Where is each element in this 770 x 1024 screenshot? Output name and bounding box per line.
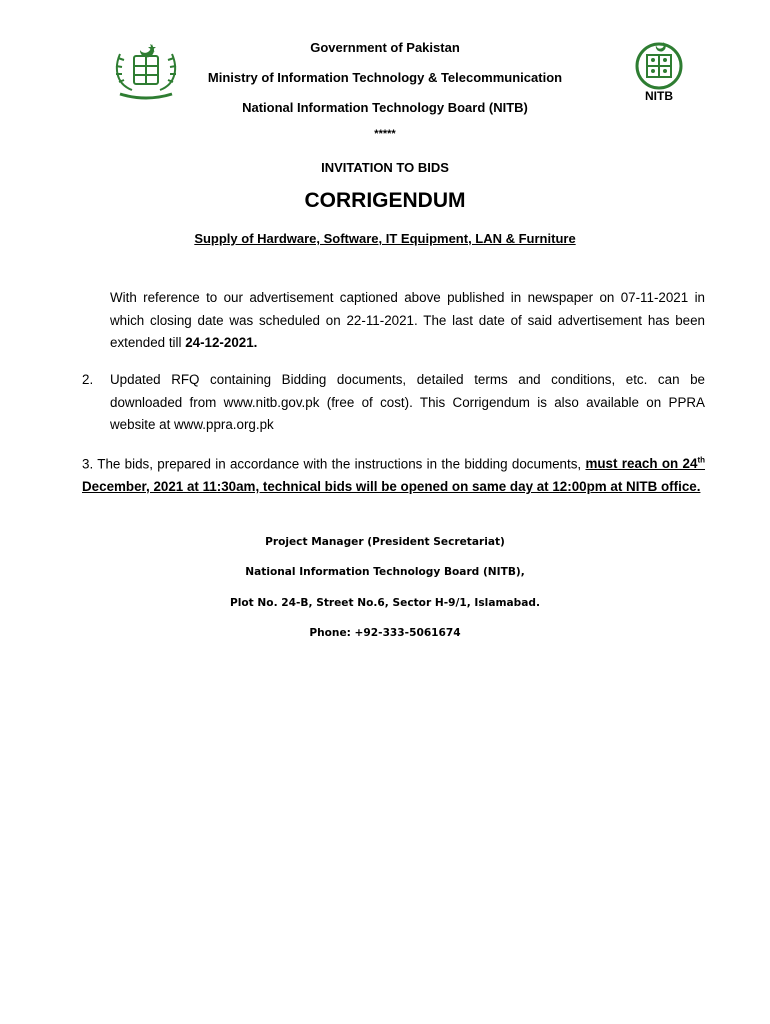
contact-phone: Phone: +92-333-5061674 <box>309 627 461 639</box>
subject-text: Supply of Hardware, Software, IT Equipment, LAN & Furniture <box>194 231 576 246</box>
deadline-ordinal: th <box>697 456 706 465</box>
paragraph-1-text: With reference to our advertisement captioned above published in newspaper on 07-11-2021 in which closing date was scheduled on 22-11-2021. The last date of said advertisement has been extended till <box>110 290 705 350</box>
separator-stars: ***** <box>374 128 396 140</box>
paragraph-1 <box>110 287 705 355</box>
paragraph-2-number: 2. <box>82 372 94 387</box>
deadline-part-a: must reach on 24 <box>585 456 698 472</box>
paragraph-2-text: Updated RFQ containing Bidding documents, detailed terms and conditions, etc. can be downloaded from www.nitb.gov.pk (free of cost). This Corrigendum is also available on PPRA website at www.ppra.org.pk <box>110 372 705 432</box>
extended-date: 24-12-2021. <box>185 335 258 350</box>
contact-organization: National Information Technology Board (NITB), <box>245 566 525 578</box>
board-title: National Information Technology Board (NITB) <box>242 100 528 115</box>
paragraph-3-text: The bids, prepared in accordance with the instructions in the bidding documents, <box>97 456 586 472</box>
subject-line <box>0 231 770 246</box>
invitation-heading: INVITATION TO BIDS <box>321 160 449 175</box>
nitb-logo-text: NITB <box>645 89 673 103</box>
government-title: Government of Pakistan <box>310 40 460 55</box>
deadline-part-b: December, 2021 at 11:30am, technical bids will be opened on same day at 12:00pm at NITB office. <box>82 478 701 494</box>
contact-designation: Project Manager (President Secretariat) <box>265 536 505 548</box>
ministry-title: Ministry of Information Technology & Telecommunication <box>207 70 563 85</box>
paragraph-3 <box>82 450 705 498</box>
document-title: CORRIGENDUM <box>304 189 466 212</box>
paragraph-3-number: 3. <box>82 456 94 472</box>
paragraph-2 <box>110 369 705 437</box>
contact-address: Plot No. 24-B, Street No.6, Sector H-9/1, Islamabad. <box>230 597 540 609</box>
